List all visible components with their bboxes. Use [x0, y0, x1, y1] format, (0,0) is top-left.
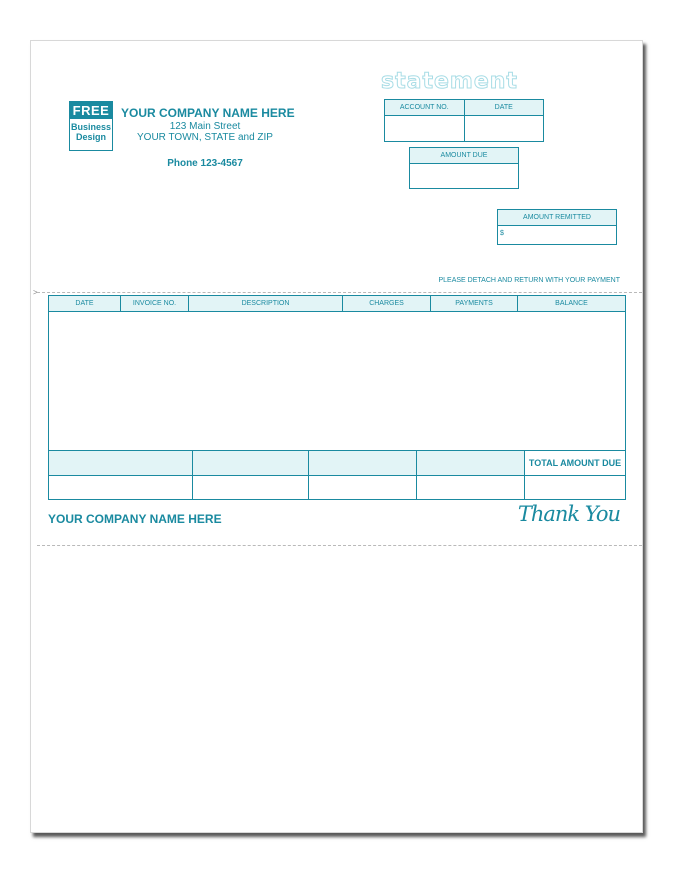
company-street: 123 Main Street [169, 121, 241, 132]
amount-due-label: AMOUNT DUE [410, 148, 518, 164]
summary-value-cell[interactable] [192, 476, 308, 500]
col-balance: BALANCE [517, 296, 625, 311]
table-header [49, 296, 625, 312]
summary-value-row [49, 475, 625, 500]
total-amount-due-field[interactable] [524, 476, 625, 500]
summary-value-cell[interactable] [308, 476, 416, 500]
col-date: DATE [75, 300, 94, 307]
company-address [121, 121, 289, 143]
summary-value-cell[interactable] [416, 476, 524, 500]
amount-remitted-box[interactable] [497, 209, 617, 245]
cut-marker-icon: > [33, 288, 38, 297]
logo-design-text: Design [75, 132, 106, 142]
account-no-label: ACCOUNT NO. [385, 100, 464, 116]
statement-table [48, 295, 626, 500]
company-city: YOUR TOWN, STATE and ZIP [137, 132, 273, 143]
thank-you-script: Thank You [517, 502, 620, 526]
company-phone: Phone 123-4567 [167, 158, 243, 169]
col-payments: PAYMENTS [430, 296, 517, 311]
detach-note: PLEASE DETACH AND RETURN WITH YOUR PAYMENT [438, 277, 620, 284]
amount-remitted-label: AMOUNT REMITTED [498, 210, 616, 226]
footer-company-name: YOUR COMPANY NAME HERE [48, 512, 222, 526]
col-description: DESCRIPTION [188, 296, 342, 311]
logo-free-text: FREE [70, 102, 112, 119]
summary-cell [192, 451, 308, 475]
perforation-line-bottom [37, 545, 642, 546]
logo [69, 101, 113, 151]
document-title: statement [381, 69, 518, 94]
summary-value-cell[interactable] [49, 476, 192, 500]
company-name: YOUR COMPANY NAME HERE [121, 106, 295, 120]
currency-symbol: $ [500, 230, 504, 237]
summary-cell [416, 451, 524, 475]
date-field[interactable] [464, 100, 544, 141]
col-charges: CHARGES [342, 296, 430, 311]
table-body[interactable] [49, 312, 625, 450]
col-invoice-no: INVOICE NO. [120, 296, 188, 311]
account-date-box [384, 99, 544, 142]
summary-cell [308, 451, 416, 475]
perforation-line-top [37, 292, 642, 293]
amount-due-box[interactable] [409, 147, 519, 189]
total-amount-due-label: TOTAL AMOUNT DUE [524, 451, 625, 475]
date-label: DATE [465, 100, 544, 116]
logo-business-text: Business [70, 122, 112, 132]
summary-row [49, 450, 625, 475]
summary-cell [49, 451, 192, 475]
statement-form [30, 40, 643, 833]
account-no-field[interactable] [385, 100, 464, 141]
